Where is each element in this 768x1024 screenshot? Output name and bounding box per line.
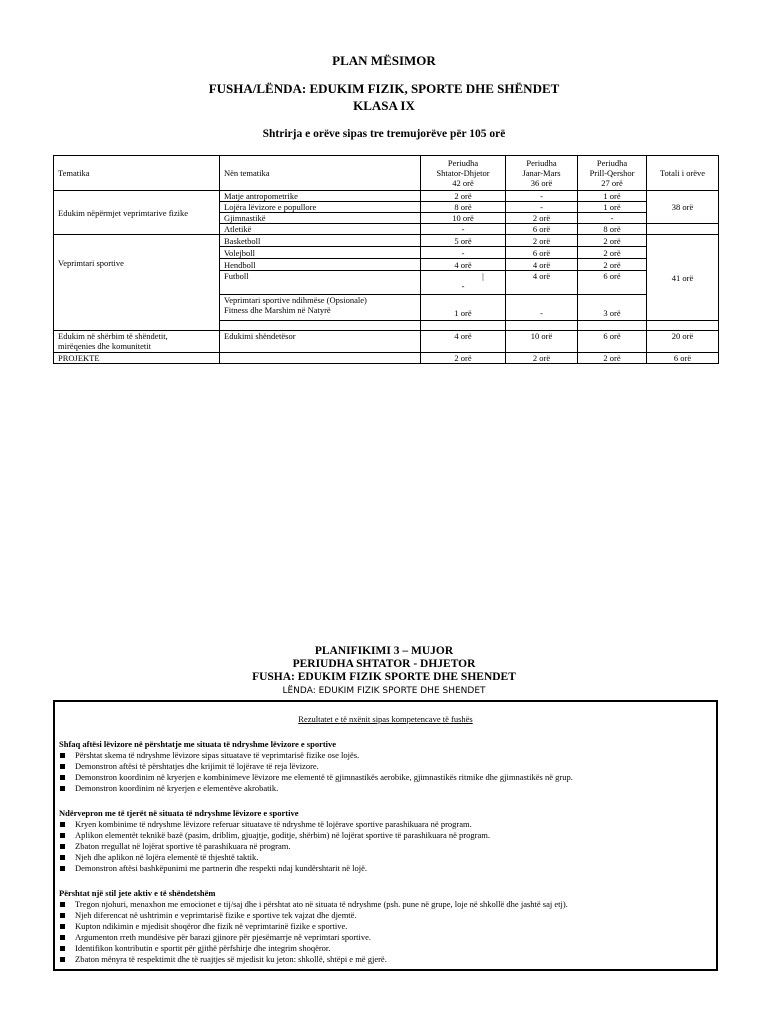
list-item: Demonstron aftësi të përshtatjes dhe krijimit të lojërave të reja lëvizore. [59, 761, 716, 772]
bullet-list [59, 819, 716, 874]
header-period-2-label: Periudha [526, 158, 557, 168]
sub-theme: Gjimnastikë [220, 213, 421, 224]
group-total: 38 orë [647, 191, 719, 224]
cell-p2: 6 orë [506, 247, 578, 259]
sub-theme: Matje antropometrike [220, 191, 421, 202]
cell-p2: 10 orë [506, 331, 578, 353]
cell-p1: - [421, 247, 506, 259]
section-title: Shfaq aftësi lëvizore në përshtatje me situata të ndryshme lëvizore e sportive [59, 739, 337, 749]
header-period-1 [421, 156, 506, 191]
cell-p2: - [506, 295, 578, 321]
cell-p2: 4 orë [506, 271, 578, 295]
bullet-list [59, 750, 716, 794]
list-item: Demonstron koordinim në kryerjen e kombinimeve lëvizore me elementë të gjimnastikës aerobike, gjimnastikës ritmike dhe gjimnastikës në grup. [59, 772, 716, 783]
list-item: Tregon njohuri, menaxhon me emocionet e tij/saj dhe i përshtat ato në situata të ndryshme (psh. pune në grupe, loje në shkollë dhe jashtë saj etj). [59, 899, 716, 910]
sub-theme-optional: Veprimtari sportive ndihmëse (Opsionale) [224, 295, 367, 305]
bullet-list [59, 899, 716, 965]
plan3-period: PERIUDHA SHTATOR - DHJETOR [292, 658, 476, 670]
plan3-field: FUSHA: EDUKIM FIZIK SPORTE DHE SHENDET [252, 671, 516, 683]
list-item: Demonstron koordinim në kryerjen e elementëve akrobatik. [59, 783, 716, 794]
empty-cell [578, 321, 647, 331]
list-item: Argumenton rreth mundësive për barazi gjinore për pjesëmarrje në veprimtari sportive. [59, 932, 716, 943]
competences-box [53, 700, 718, 971]
sub-theme: Hendboll [220, 259, 421, 271]
section-title: Ndërvepron me të tjerët në situata të ndryshme lëvizore e sportive [59, 808, 299, 818]
group-total: 41 orë [647, 235, 719, 321]
header-total: Totali i orëve [647, 156, 719, 191]
sub-theme: Basketboll [220, 235, 421, 247]
cell-p3: 2 orë [578, 259, 647, 271]
competences-title: Rezultatet e të nxënit sipas kompetencave të fushës [298, 714, 473, 724]
sub-theme: Edukimi shëndetësor [220, 331, 421, 353]
group-name-line2: mirëqenies dhe komunitetit [58, 341, 152, 351]
header-period-2 [506, 156, 578, 191]
hours-table [53, 155, 719, 364]
cell-p3: 8 orë [578, 224, 647, 235]
cell-p2: 4 orë [506, 259, 578, 271]
cell-p1-value: - [461, 281, 465, 291]
cell-p2: - [506, 191, 578, 202]
group-name [54, 331, 220, 353]
list-item: Identifikon kontributin e sportit për gjithë përfshirje dhe integrim shoqëror. [59, 943, 716, 954]
competence-section [59, 888, 716, 965]
list-item: Demonstron aftësi bashkëpunimi me partnerin dhe respekti ndaj kundërshtarit në lojë. [59, 863, 716, 874]
plan3-title: PLANIFIKIMI 3 – MUJOR [314, 645, 454, 657]
list-item: Njeh diferencat në ushtrimin e veprimtarisë fizike e sportive tek vajzat dhe djemtë. [59, 910, 716, 921]
list-item: Njeh dhe aplikon në lojëra elementë të thjeshtë taktik. [59, 852, 716, 863]
subject-title: FUSHA/LËNDA: EDUKIM FIZIK, SPORTE DHE SHËNDET [208, 81, 560, 96]
section-title: Përshtat një stil jete aktiv e të shëndetshëm [59, 888, 216, 898]
header-period-1-hours: 42 orë [452, 178, 474, 188]
table-row [54, 235, 719, 247]
cell-p1 [421, 271, 506, 295]
cell-p1: - [421, 224, 506, 235]
table-row [54, 353, 719, 364]
header-period-1-months: Shtator-Dhjetor [436, 168, 490, 178]
plan3-subject: LËNDA: EDUKIM FIZIK SPORTE DHE SHENDET [282, 686, 486, 696]
cell-p3: 2 orë [578, 353, 647, 364]
header-period-2-hours: 36 orë [530, 178, 553, 188]
header-tematika: Tematika [54, 156, 220, 191]
group-name: Veprimtari sportive [54, 235, 220, 331]
cell-p3: 1 orë [578, 191, 647, 202]
table-row [54, 191, 719, 202]
group-name: Edukim nëpërmjet veprimtarive fizike [54, 191, 220, 235]
table-header-row [54, 156, 719, 191]
cell-p1: 2 orë [421, 353, 506, 364]
list-item: Aplikon elementët teknikë bazë (pasim, driblim, gjuajtje, goditje, shërbim) në lojërat sportive të parashikuara në program. [59, 830, 716, 841]
cell-p2: 2 orë [506, 235, 578, 247]
cell-p1: 8 orë [421, 202, 506, 213]
cell-p2: 2 orë [506, 353, 578, 364]
competence-section [59, 739, 716, 794]
sub-theme [220, 295, 421, 321]
empty-cell [421, 321, 506, 331]
header-period-3-hours: 27 orë [601, 178, 623, 188]
empty-cell [647, 321, 719, 331]
header-period-1-label: Periudha [447, 158, 479, 168]
sub-theme: Futboll [220, 271, 421, 295]
cell-p3: - [578, 213, 647, 224]
cell-p2: - [506, 202, 578, 213]
header-nen-tematika: Nën tematika [220, 156, 421, 191]
list-item: Përshtat skema të ndryshme lëvizore sipas situatave të veprimtarisë fizike ose lojës. [59, 750, 716, 761]
cell-p1: 10 orë [421, 213, 506, 224]
cell-p3: 1 orë [578, 202, 647, 213]
header-period-3 [578, 156, 647, 191]
list-item: Kupton ndikimin e mjedisit shoqëror dhe fizik në veprimtarinë fizike e sportive. [59, 921, 716, 932]
header-period-3-label: Periudha [596, 158, 628, 168]
empty-cell [506, 321, 578, 331]
distribution-title: Shtrirja e orëve sipas tre tremujorëve për 105 orë [262, 128, 506, 140]
list-item: Zbaton rregullat në lojërat sportive të parashikuara në program. [59, 841, 716, 852]
sub-theme-fitness: Fitness dhe Marshim në Natyrë [224, 305, 331, 315]
cell-p2: 2 orë [506, 213, 578, 224]
cell-p1: 1 orë [421, 295, 506, 321]
cell-p1-mark: | [482, 271, 484, 281]
group-name-line1: Edukim në shërbim të shëndetit, [58, 331, 168, 341]
cell-p3: 3 orë [578, 295, 647, 321]
cell-p1: 4 orë [421, 259, 506, 271]
cell-p1: 4 orë [421, 331, 506, 353]
cell-p2: 6 orë [506, 224, 578, 235]
table-row [54, 331, 719, 353]
sub-theme: Lojëra lëvizore e popullore [220, 202, 421, 213]
header-period-3-months: Prill-Qershor [589, 168, 635, 178]
cell-p1: 5 orë [421, 235, 506, 247]
cell-p3: 6 orë [578, 271, 647, 295]
group-name: PROJEKTE [54, 353, 220, 364]
sub-theme: Atletikë [220, 224, 421, 235]
page-title: PLAN MËSIMOR [332, 53, 436, 68]
empty-cell [647, 224, 719, 235]
sub-theme: Volejboll [220, 247, 421, 259]
cell-p3: 2 orë [578, 247, 647, 259]
competence-section [59, 808, 716, 874]
cell-p1: 2 orë [421, 191, 506, 202]
list-item: Kryen kombinime të ndryshme lëvizore referuar situatave të ndryshme të lojërave sportive parashikuara në program. [59, 819, 716, 830]
empty-cell [220, 353, 421, 364]
class-title: KLASA IX [353, 98, 415, 113]
list-item: Zbaton mënyra të respektimit dhe të ruajtjes së mjedisit ku jeton: shkollë, shtëpi e më gjerë. [59, 954, 716, 965]
cell-p3: 2 orë [578, 235, 647, 247]
header-period-2-months: Janar-Mars [522, 168, 561, 178]
group-total: 20 orë [647, 331, 719, 353]
empty-cell [220, 321, 421, 331]
group-total: 6 orë [647, 353, 719, 364]
cell-p3: 6 orë [578, 331, 647, 353]
